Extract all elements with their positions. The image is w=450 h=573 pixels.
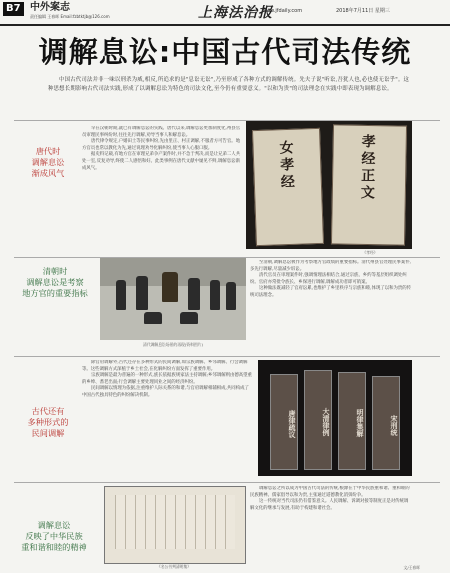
masthead-site: www.jfdaily.com xyxy=(262,8,303,14)
section-2-body: 至清朝,调解息讼被作为考察地方官政绩的重要指标。清代州县官处理民事案件,多先行调解,尽量减少诉讼。 清代官员在审理案件时,强调情理法相结合,通过宗族、乡约等基层组织调处纠纷。官府亦常批令族长、乡保进行调解,调解成功者即可销案。 这种做法既减轻了官府讼累,也维护了乡里秩序与宗族和睦,体现了以和为贵的传统司法理念。 xyxy=(250,260,412,298)
book-cover-left: 女孝经 xyxy=(252,128,324,246)
intro-paragraph: 中国古代司法并非一味以刑杀为威,相反,所追求的是"息讼无讼",乃至形成了各种方式的调解传统。先夫子说"听讼,吾犹人也,必也使无讼乎"。这种思想长期影响古代司法实践,形成了以调解息讼为特色的司法文化,至今仍有重要意义。"以和为贵"的司法理念在实践中即表现为调解息讼。 xyxy=(48,77,410,92)
section-divider xyxy=(14,482,440,483)
section-3-title: 古代还有 多种形式的 民间调解 xyxy=(27,406,69,438)
section-1-title: 唐代时 调解息讼 渐成风气 xyxy=(31,146,65,178)
page-number: B7 xyxy=(3,2,24,16)
masthead: 上海法治报 xyxy=(198,5,273,21)
books-caption: 《孝经》 xyxy=(362,250,378,255)
section-name: 中外案志 xyxy=(30,2,70,13)
ancient-books-photo xyxy=(258,360,412,476)
issue-date: 2018年7月11日 星期三 xyxy=(336,8,390,14)
book-spine: 唐律疏议 xyxy=(270,374,298,470)
casebook-photo xyxy=(104,486,246,564)
book-spine: 明律集解 xyxy=(338,372,366,470)
section-2-title: 清朝时 调解息讼是考察 地方官的重要指标 xyxy=(22,266,88,298)
book-spine: 大清律例 xyxy=(304,370,332,470)
section-4-title: 调解息讼 反映了中华民族 重和谐和睦的精神 xyxy=(21,520,87,552)
court-tableau-photo xyxy=(100,258,246,340)
headline: 调解息讼:中国古代司法传统 xyxy=(38,35,412,69)
casebook-caption: 《名公书判清明集》 xyxy=(156,564,192,569)
editor-line: 责任编辑 王春晖 Email:fzbtktjb@126.com xyxy=(30,14,110,19)
books-photo xyxy=(246,121,412,249)
section-3-body: 除官府调解外,古代还存在多种形式的民间调解,如宗族调解、乡邻调解、行会调解等。这些调解方式深植于乡土社会,在化解纠纷方面发挥了重要作用。 宗族调解是最为普遍的一种形式,族长依据族规家法主持调解;乡邻调解则由德高望重的乡绅、耆老出面;行会调解主要处理同业之间的经济纠纷。 民间调解以情理为依据,注重维护人际关系的和谐,与官府调解相辅相成,共同构成了中国古代独具特色的纠纷解决机制。 xyxy=(82,360,252,398)
tableau-caption: 清代调解息讼场景的再现(资料图片) xyxy=(143,342,203,347)
section-4-body: 调解息讼之所以成为中国古代司法的传统,根源在于中华民族重和谐、重和睦的民族精神。儒家倡导以和为贵,主张通过道德教化消弭纷争。 这一传统对当代司法仍有借鉴意义。人民调解、诉调对接等制度正是对传统调解文化的继承与发展,有助于构建和谐社会。 xyxy=(250,486,410,511)
page-header xyxy=(0,0,450,26)
book-cover-right: 孝经正文 xyxy=(331,124,407,245)
section-1-body: 早在汉朝时期,就已有调解息讼的实践。唐代以来,调解息讼更加制度化,州县官员审理民事纠纷时,往往先行调解,劝导当事人和解息讼。 唐代律令规定,户婚田土等民事纠纷,先由里正、村正调解,不服者方可告官。地方官员也常以教化为先,通过说理劝导化解纠纷,使当事人心服口服。 据史料记载,有地方官在审理兄弟争产案件时,并不急于判决,而是让兄弟二人共处一室,反复劝导,终使二人感悟和好。此类事例在唐代文献中屡见不鲜,调解息讼渐成风气。 xyxy=(82,126,241,171)
section-divider xyxy=(14,356,440,357)
author-credit: 文/王春晖 xyxy=(403,565,420,570)
book-spine: 宋刑统 xyxy=(372,376,400,470)
